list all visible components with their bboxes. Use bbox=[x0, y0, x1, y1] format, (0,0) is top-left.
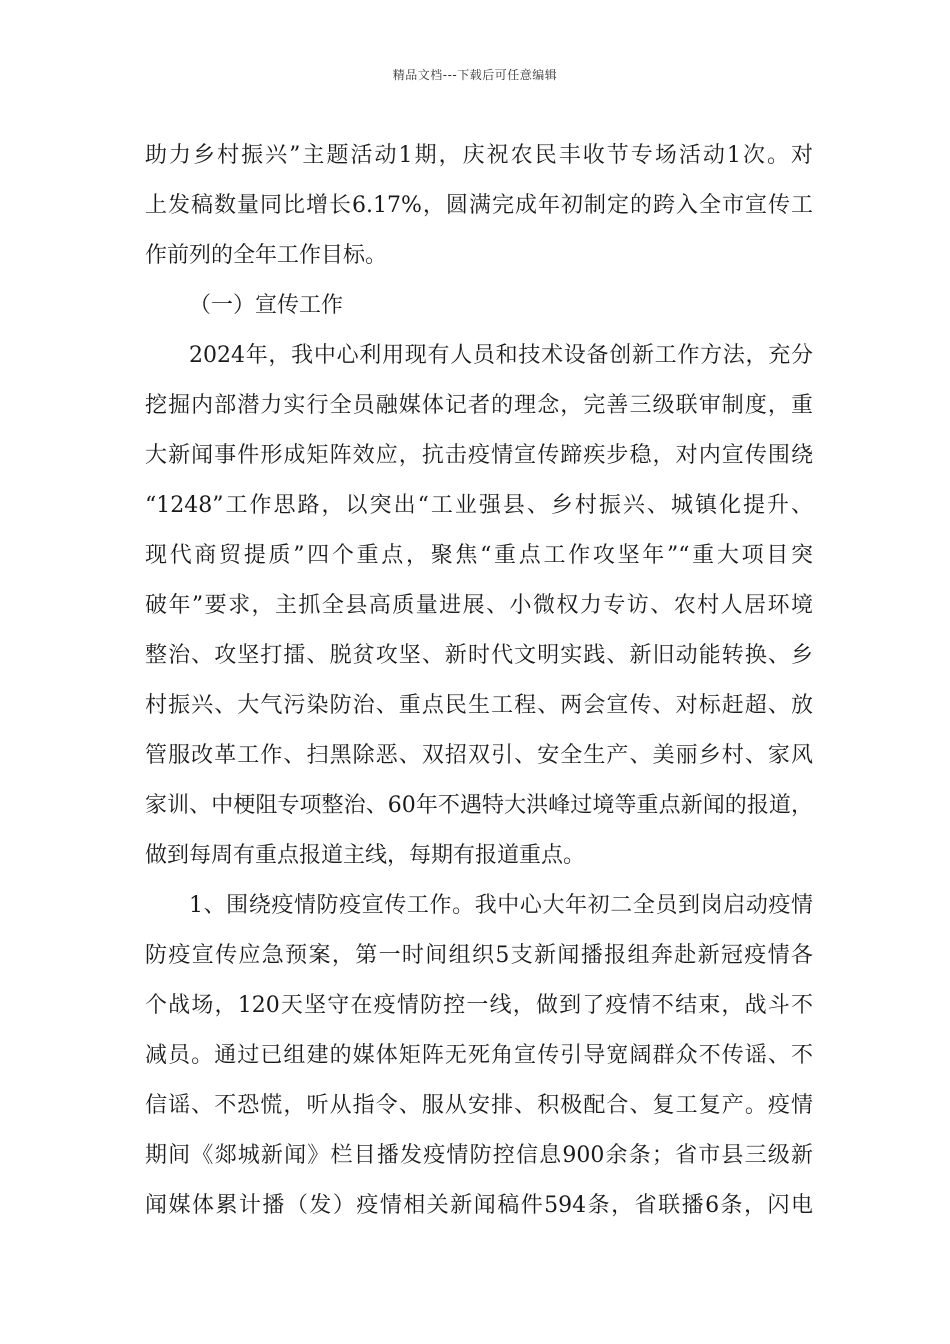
text-line: 家训、中梗阻专项整治、60年不遇特大洪峰过境等重点新闻的报道， bbox=[145, 793, 813, 818]
text-line: 1、围绕疫情防疫宣传工作。我中心大年初二全员到岗启动疫情 bbox=[189, 893, 813, 918]
text-line: （一）宣传工作 bbox=[189, 293, 344, 318]
text-line: 破年”要求，主抓全县高质量进展、小微权力专访、农村人居环境 bbox=[145, 593, 813, 618]
text-line: 防疫宣传应急预案，第一时间组织5支新闻播报组奔赴新冠疫情各 bbox=[145, 943, 813, 968]
text-line: 上发稿数量同比增长6.17%，圆满完成年初制定的跨入全市宣传工 bbox=[145, 193, 813, 218]
text-line: 闻媒体累计播（发）疫情相关新闻稿件594条，省联播6条，闪电 bbox=[145, 1193, 813, 1218]
text-line: 作前列的全年工作目标。 bbox=[145, 243, 388, 268]
text-line: “1248”工作思路，以突出“工业强县、乡村振兴、城镇化提升、 bbox=[145, 493, 813, 518]
page-header: 精品文档---下载后可任意编辑 bbox=[392, 68, 558, 82]
text-line: 信谣、不恐慌，听从指令、服从安排、积极配合、复工复产。疫情 bbox=[145, 1093, 813, 1118]
text-line: 助力乡村振兴”主题活动1期，庆祝农民丰收节专场活动1次。对 bbox=[145, 143, 813, 168]
section-heading bbox=[145, 281, 813, 331]
text-line: 2024年，我中心利用现有人员和技术设备创新工作方法，充分 bbox=[189, 343, 813, 368]
text-line: 管服改革工作、扫黑除恶、双招双引、安全生产、美丽乡村、家风 bbox=[145, 743, 813, 768]
paragraph bbox=[145, 881, 813, 1231]
text-line: 做到每周有重点报道主线，每期有报道重点。 bbox=[145, 843, 586, 868]
paragraph bbox=[145, 131, 813, 281]
text-line: 大新闻事件形成矩阵效应，抗击疫情宣传蹄疾步稳，对内宣传围绕 bbox=[145, 443, 813, 468]
text-line: 整治、攻坚打擂、脱贫攻坚、新时代文明实践、新旧动能转换、乡 bbox=[145, 643, 813, 668]
text-line: 期间《郯城新闻》栏目播发疫情防控信息900余条；省市县三级新 bbox=[145, 1143, 813, 1168]
text-line: 村振兴、大气污染防治、重点民生工程、两会宣传、对标赶超、放 bbox=[145, 693, 813, 718]
text-line: 个战场，120天坚守在疫情防控一线，做到了疫情不结束，战斗不 bbox=[145, 993, 813, 1018]
paragraph bbox=[145, 331, 813, 881]
text-line: 减员。通过已组建的媒体矩阵无死角宣传引导宽阔群众不传谣、不 bbox=[145, 1043, 813, 1068]
text-line: 现代商贸提质”四个重点，聚焦“重点工作攻坚年”“重大项目突 bbox=[145, 543, 813, 568]
body-text bbox=[145, 131, 813, 1231]
text-line: 挖掘内部潜力实行全员融媒体记者的理念，完善三级联审制度，重 bbox=[145, 393, 813, 418]
